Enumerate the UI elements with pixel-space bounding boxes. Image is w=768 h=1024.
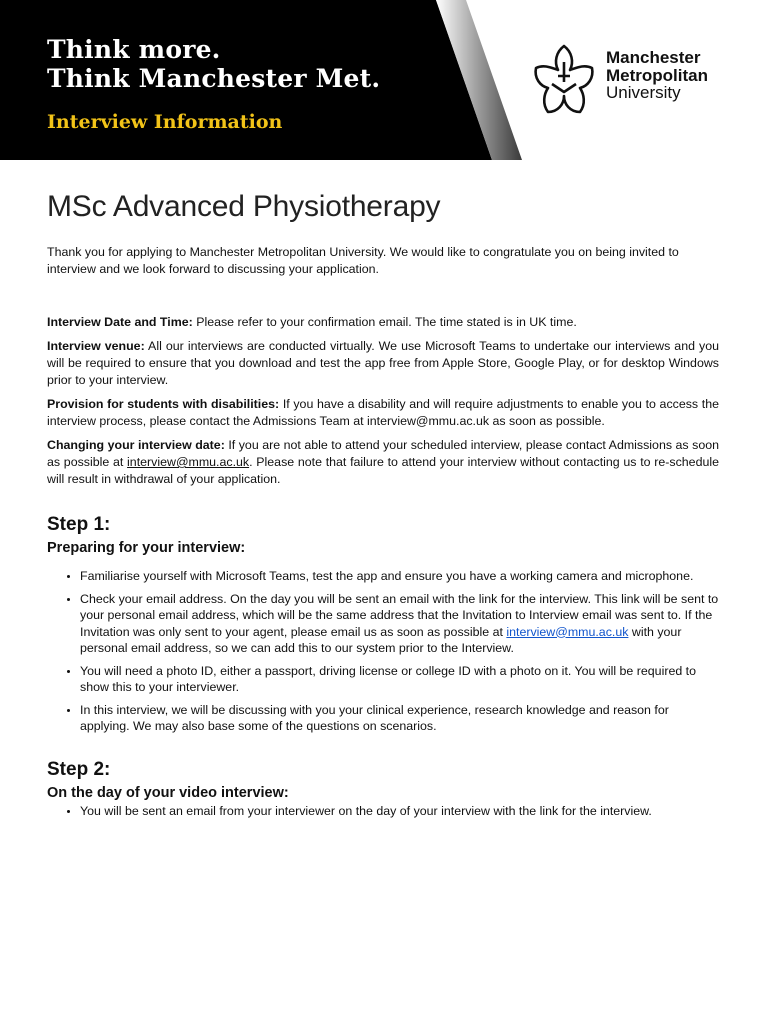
changing-date-text-after: . Please note that failure to attend your interview without contacting us to re-schedule will result in withdrawal of your application.	[47, 455, 719, 486]
step2-heading: Step 2:	[47, 758, 111, 780]
tagline-line2: Think Manchester Met.	[47, 64, 381, 93]
list-item: • In this interview, we will be discussing with you your clinical experience, research knowledge and reason for applying. We may also base some of the questions on scenarios.	[80, 702, 719, 735]
interview-date-label: Interview Date and Time:	[47, 315, 193, 329]
interview-date-paragraph	[47, 314, 719, 331]
document-body	[47, 190, 719, 825]
list-item: • Familiarise yourself with Microsoft Teams, test the app and ensure you have a working camera and microphone.	[80, 568, 719, 585]
banner-subtitle: Interview Information	[47, 111, 283, 133]
changing-date-label: Changing your interview date:	[47, 438, 225, 452]
disabilities-label: Provision for students with disabilities:	[47, 397, 280, 411]
list-item: • You will need a photo ID, either a passport, driving license or college ID with a photo on it. You will be required to show this to your interviewer.	[80, 663, 719, 696]
disabilities-text: If you have a disability and will require adjustments to enable you to access the interview process, please contact the Admissions Team at interview@mmu.ac.uk as soon as possible.	[47, 397, 719, 428]
disabilities-paragraph	[47, 396, 719, 430]
step1-heading: Step 1:	[47, 514, 111, 535]
step2-subheading: On the day of your video interview:	[47, 784, 289, 801]
bullet2-text-before: Check your email address. On the day you will be sent an email with the link for the interview. This link will be sent to your personal email address, which will be the same address that the Invitation to Interview email was sent to. If the Invitation was only sent to your agent, please email us as soon as possible at	[80, 591, 719, 639]
logo-line1: Manchester	[606, 48, 701, 67]
logo-line2: Metropolitan	[606, 65, 708, 85]
step1-list	[47, 568, 719, 735]
interview-date-text: Please refer to your confirmation email. The time stated is in UK time.	[192, 315, 577, 329]
changing-date-email-link[interactable]: interview@mmu.ac.uk	[127, 455, 250, 469]
changing-date-text-before: If you are not able to attend your scheduled interview, please contact Admissions as soon as possible at	[47, 438, 719, 469]
university-name	[606, 49, 708, 102]
interview-venue-text: All our interviews are conducted virtually. We use Microsoft Teams to undertake our interviews and you will be required to ensure that you download and test the app free from Apple Store, Google Play, or for desktop Windows prior to your interview.	[47, 339, 720, 387]
mmu-crest-icon	[528, 42, 600, 118]
step1-subheading: Preparing for your interview:	[47, 540, 246, 556]
interview-venue-label: Interview venue:	[47, 339, 145, 353]
list-item: • You will be sent an email from your interviewer on the day of your interview with the link for the interview.	[80, 803, 719, 820]
header-banner	[0, 0, 768, 160]
tagline-line1: Think more.	[47, 35, 221, 64]
changing-date-paragraph	[47, 437, 719, 488]
logo-line3: University	[606, 83, 681, 102]
interview-venue-paragraph	[47, 338, 719, 389]
intro-paragraph: Thank you for applying to Manchester Metropolitan University. We would like to congratulate you on being invited to interview and we look forward to discussing your application.	[47, 245, 679, 276]
list-item	[80, 591, 719, 657]
university-logo	[528, 40, 738, 120]
bullet2-text-after: with your personal email address, so we can add this to our system prior to the Interview.	[80, 624, 682, 655]
page-title: MSc Advanced Physiotherapy	[47, 190, 441, 223]
step2-list	[47, 803, 719, 820]
email-link[interactable]: interview@mmu.ac.uk	[506, 624, 629, 639]
